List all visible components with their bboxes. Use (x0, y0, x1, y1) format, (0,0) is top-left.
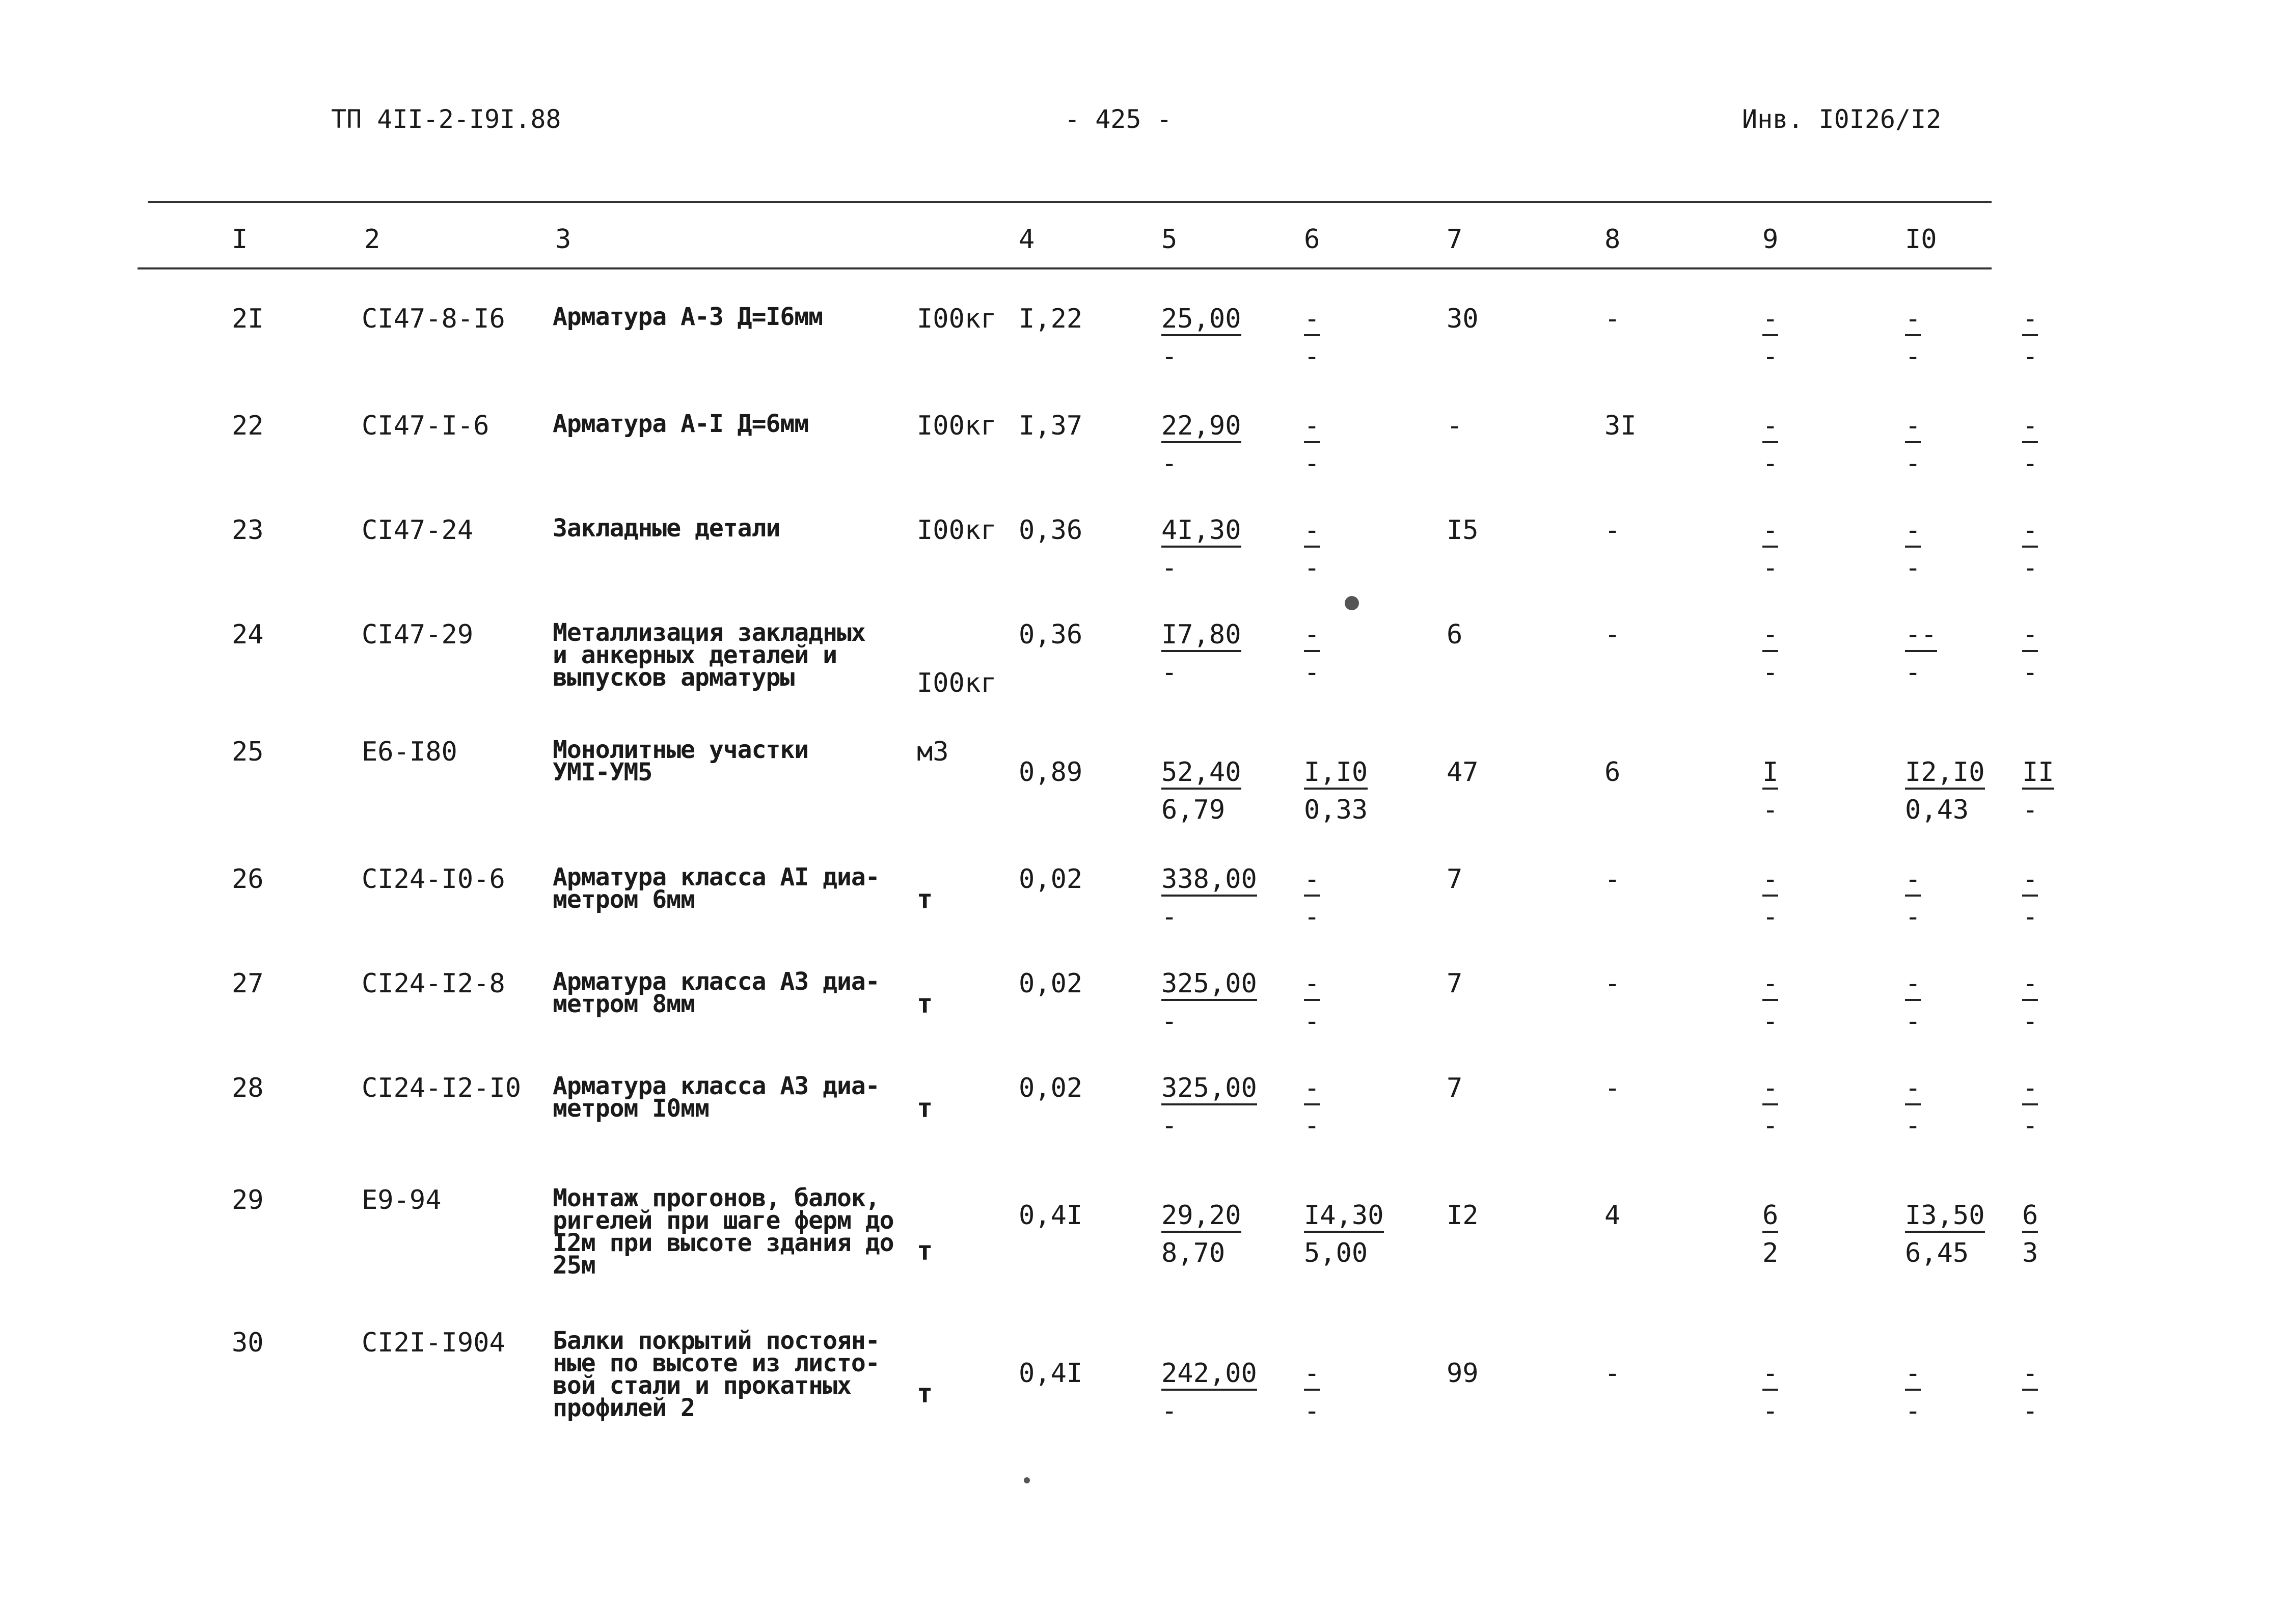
cost-col6-denominator: 5,00 (1304, 1238, 1368, 1268)
cost-col9-denominator: - (1762, 795, 1779, 825)
cost-col6-denominator: - (1304, 1111, 1320, 1141)
row-number: 22 (232, 411, 264, 441)
cost-col9-denominator: - (1762, 1396, 1779, 1426)
cost-col10 (1905, 1202, 1985, 1266)
quantity: 0,02 (1019, 1073, 1083, 1103)
cost-col6-denominator: - (1304, 902, 1320, 932)
norm-code: CI24-I0-6 (362, 864, 505, 895)
row-number: 23 (232, 515, 264, 546)
cost-col10-numerator: - (1905, 866, 1921, 897)
norm-code: CI24-I2-I0 (362, 1073, 522, 1103)
ink-dot (1024, 1477, 1030, 1483)
cost-col6-numerator: - (1304, 306, 1320, 336)
value-col8: - (1604, 968, 1621, 999)
cost-col9-numerator: - (1762, 1075, 1778, 1105)
quantity: I,22 (1019, 304, 1083, 334)
cost-col5 (1161, 1075, 1257, 1139)
cost-col9-numerator: - (1762, 1360, 1778, 1391)
cost-col6-numerator: - (1304, 866, 1320, 897)
cost-col6-denominator: - (1304, 1006, 1320, 1037)
cost-col11-denominator: - (2022, 795, 2038, 825)
cost-col5-denominator: - (1161, 1396, 1178, 1426)
cost-col10-denominator: - (1905, 1396, 1921, 1426)
value-col8: 4 (1604, 1200, 1621, 1231)
norm-code: CI47-24 (362, 515, 474, 546)
cost-col5-numerator: 325,00 (1161, 970, 1257, 1001)
cost-col6 (1304, 1075, 1320, 1139)
cost-col9-denominator: 2 (1762, 1238, 1779, 1268)
cost-col6-denominator: - (1304, 341, 1320, 372)
quantity: 0,4I (1019, 1358, 1083, 1389)
cost-col6-denominator: - (1304, 448, 1320, 479)
cost-col5-denominator: - (1161, 1006, 1178, 1037)
quantity: 0,4I (1019, 1200, 1083, 1231)
cost-col9-denominator: - (1762, 553, 1779, 583)
cost-col5 (1161, 517, 1241, 581)
row-number: 30 (232, 1328, 264, 1358)
table-header-rule (138, 267, 1992, 269)
cost-col11-denominator: - (2022, 1111, 2038, 1141)
cost-col9-denominator: - (1762, 341, 1779, 372)
cost-col5-numerator: 338,00 (1161, 866, 1257, 897)
cost-col9 (1762, 1202, 1778, 1266)
cost-col9 (1762, 517, 1778, 581)
cost-col5-denominator: - (1161, 1111, 1178, 1141)
cost-col9-denominator: - (1762, 902, 1779, 932)
value-col8: - (1604, 1073, 1621, 1103)
cost-col9-denominator: - (1762, 448, 1779, 479)
quantity: 0,36 (1019, 619, 1083, 650)
quantity: 0,02 (1019, 864, 1083, 895)
norm-code: CI47-8-I6 (362, 304, 505, 334)
unit-of-measure: т (917, 884, 933, 915)
cost-col6 (1304, 970, 1320, 1035)
work-description: Арматура класса AI диа- метром 6мм (553, 863, 880, 914)
cost-col5-numerator: 22,90 (1161, 413, 1241, 443)
cost-col10-numerator: - (1905, 517, 1921, 548)
cost-col5-numerator: 52,40 (1161, 759, 1241, 790)
value-col8: 6 (1604, 757, 1621, 788)
cost-col6-denominator: 0,33 (1304, 795, 1368, 825)
row-number: 28 (232, 1073, 264, 1103)
cost-col5 (1161, 1202, 1241, 1266)
work-description: Монолитные участки УМI-УМ5 (553, 736, 809, 787)
cost-col10-numerator: - (1905, 306, 1921, 336)
cost-col6 (1304, 306, 1320, 370)
page-number: - 425 - (1065, 104, 1172, 134)
value-col7: 30 (1447, 304, 1479, 334)
cost-col11 (2022, 621, 2038, 686)
value-col8: - (1604, 864, 1621, 895)
unit-of-measure: т (917, 1093, 933, 1124)
cost-col6-numerator: - (1304, 1360, 1320, 1391)
cost-col5-numerator: 29,20 (1161, 1202, 1241, 1233)
column-number-4: 4 (1019, 224, 1035, 255)
cost-col5-denominator: 8,70 (1161, 1238, 1226, 1268)
cost-col10 (1905, 1360, 1921, 1424)
cost-col5-denominator: - (1161, 448, 1178, 479)
cost-col10 (1905, 759, 1985, 823)
work-description: Балки покрытий постоян- ные по высоте из листо- вой стали и прокатных профилей 2 (553, 1327, 880, 1422)
unit-of-measure: т (917, 989, 933, 1019)
cost-col10-denominator: - (1905, 902, 1921, 932)
quantity: 0,36 (1019, 515, 1083, 546)
work-description: Монтаж прогонов, балок, ригелей при шаге ферм до I2м при высоте здания до 25м (553, 1184, 894, 1280)
cost-col10-numerator: - (1905, 413, 1921, 443)
cost-col10-denominator: - (1905, 1111, 1921, 1141)
quantity: 0,89 (1019, 757, 1083, 788)
cost-col10 (1905, 1075, 1921, 1139)
cost-col5-numerator: I7,80 (1161, 621, 1241, 652)
work-description: Закладные детали (553, 514, 780, 543)
cost-col10-denominator: - (1905, 553, 1921, 583)
column-number-3: 3 (555, 224, 572, 255)
cost-col11 (2022, 1202, 2038, 1266)
norm-code: CI47-29 (362, 619, 474, 650)
unit-of-measure: I00кг (917, 304, 997, 334)
cost-col9-denominator: - (1762, 657, 1779, 688)
cost-col10-numerator: - (1905, 970, 1921, 1001)
column-number-8: 8 (1604, 224, 1621, 255)
table-top-rule (148, 201, 1992, 203)
value-col7: 7 (1447, 864, 1463, 895)
cost-col11-numerator: - (2022, 1360, 2038, 1391)
value-col7: 99 (1447, 1358, 1479, 1389)
cost-col9 (1762, 413, 1778, 477)
cost-col10-denominator: - (1905, 448, 1921, 479)
quantity: I,37 (1019, 411, 1083, 441)
cost-col5 (1161, 1360, 1257, 1424)
cost-col6 (1304, 413, 1320, 477)
norm-code: CI24-I2-8 (362, 968, 505, 999)
norm-code: Е9-94 (362, 1185, 442, 1215)
norm-code: CI2I-I904 (362, 1328, 505, 1358)
document-code: ТП 4II-2-I9I.88 (331, 104, 561, 134)
column-number-6: 6 (1304, 224, 1320, 255)
unit-of-measure: м3 (917, 737, 949, 767)
row-number: 26 (232, 864, 264, 895)
work-description: Арматура класса A3 диа- метром 8мм (553, 967, 880, 1018)
cost-col6-numerator: I4,30 (1304, 1202, 1384, 1233)
cost-col6 (1304, 866, 1320, 930)
cost-col6-denominator: - (1304, 1396, 1320, 1426)
cost-col11-numerator: - (2022, 970, 2038, 1001)
value-col7: - (1447, 411, 1463, 441)
cost-col9-denominator: - (1762, 1006, 1779, 1037)
column-number-7: 7 (1447, 224, 1463, 255)
cost-col11 (2022, 970, 2038, 1035)
cost-col9-denominator: - (1762, 1111, 1779, 1141)
cost-col9 (1762, 1075, 1778, 1139)
column-number-2: 2 (364, 224, 380, 255)
cost-col11-numerator: - (2022, 517, 2038, 548)
work-description: Металлизация закладных и анкерных деталей и выпусков арматуры (553, 618, 865, 692)
cost-col6 (1304, 1202, 1384, 1266)
cost-col11-denominator: - (2022, 902, 2038, 932)
cost-col6 (1304, 621, 1320, 686)
unit-of-measure: I00кг (917, 668, 997, 698)
cost-col9-numerator: - (1762, 413, 1778, 443)
cost-col6-denominator: - (1304, 553, 1320, 583)
cost-col5-denominator: 6,79 (1161, 795, 1226, 825)
cost-col11 (2022, 866, 2038, 930)
cost-col5-numerator: 25,00 (1161, 306, 1241, 336)
row-number: 24 (232, 619, 264, 650)
row-number: 25 (232, 737, 264, 767)
cost-col11-numerator: - (2022, 306, 2038, 336)
cost-col9 (1762, 970, 1778, 1035)
value-col8: - (1604, 304, 1621, 334)
cost-col10 (1905, 517, 1921, 581)
cost-col5 (1161, 621, 1241, 686)
cost-col6-numerator: - (1304, 517, 1320, 548)
cost-col5-denominator: - (1161, 902, 1178, 932)
cost-col10-numerator: - (1905, 1075, 1921, 1105)
cost-col11-denominator: - (2022, 341, 2038, 372)
cost-col6-numerator: - (1304, 413, 1320, 443)
cost-col11 (2022, 306, 2038, 370)
norm-code: CI47-I-6 (362, 411, 489, 441)
inventory-number: Инв. I0I26/I2 (1742, 104, 1942, 134)
cost-col10-numerator: I2,I0 (1905, 759, 1985, 790)
value-col7: 7 (1447, 1073, 1463, 1103)
work-description: Арматура А-I Д=6мм (553, 410, 809, 438)
cost-col6-numerator: - (1304, 621, 1320, 652)
unit-of-measure: т (917, 1378, 933, 1409)
cost-col5-numerator: 325,00 (1161, 1075, 1257, 1105)
value-col8: 3I (1604, 411, 1637, 441)
row-number: 29 (232, 1185, 264, 1215)
cost-col11 (2022, 1075, 2038, 1139)
cost-col9 (1762, 306, 1778, 370)
value-col7: I2 (1447, 1200, 1479, 1231)
column-number-5: 5 (1161, 224, 1178, 255)
cost-col10 (1905, 970, 1921, 1035)
cost-col11-numerator: II (2022, 759, 2054, 790)
cost-col11-denominator: 3 (2022, 1238, 2038, 1268)
cost-col6-numerator: - (1304, 1075, 1320, 1105)
cost-col10-denominator: - (1905, 1006, 1921, 1037)
cost-col10-denominator: - (1905, 657, 1921, 688)
cost-col5-numerator: 4I,30 (1161, 517, 1241, 548)
cost-col9-numerator: - (1762, 970, 1778, 1001)
cost-col5 (1161, 970, 1257, 1035)
cost-col5-numerator: 242,00 (1161, 1360, 1257, 1391)
cost-col9-numerator: 6 (1762, 1202, 1778, 1233)
column-number-1: I (232, 224, 248, 255)
cost-col9 (1762, 621, 1778, 686)
value-col7: 6 (1447, 619, 1463, 650)
cost-col6-numerator: - (1304, 970, 1320, 1001)
cost-col11-denominator: - (2022, 657, 2038, 688)
ink-blot (1345, 596, 1359, 610)
cost-col10 (1905, 621, 1937, 686)
column-number-10: I0 (1905, 224, 1937, 255)
cost-col11-numerator: - (2022, 413, 2038, 443)
cost-col6 (1304, 517, 1320, 581)
cost-col11-denominator: - (2022, 1396, 2038, 1426)
cost-col11-numerator: - (2022, 866, 2038, 897)
cost-col10-denominator: 6,45 (1905, 1238, 1969, 1268)
unit-of-measure: I00кг (917, 515, 997, 546)
cost-col10-numerator: -- (1905, 621, 1937, 652)
cost-col11-denominator: - (2022, 553, 2038, 583)
cost-col10-denominator: - (1905, 341, 1921, 372)
value-col7: 47 (1447, 757, 1479, 788)
value-col7: 7 (1447, 968, 1463, 999)
cost-col9-numerator: - (1762, 866, 1778, 897)
value-col7: I5 (1447, 515, 1479, 546)
cost-col10 (1905, 306, 1921, 370)
value-col8: - (1604, 515, 1621, 546)
cost-col6 (1304, 1360, 1320, 1424)
column-number-9: 9 (1762, 224, 1779, 255)
unit-of-measure: т (917, 1236, 933, 1266)
cost-col5 (1161, 759, 1241, 823)
cost-col10-numerator: - (1905, 1360, 1921, 1391)
cost-col11-numerator: 6 (2022, 1202, 2038, 1233)
cost-col5-denominator: - (1161, 553, 1178, 583)
cost-col5-denominator: - (1161, 657, 1178, 688)
norm-code: Е6-I80 (362, 737, 457, 767)
cost-col11-numerator: - (2022, 1075, 2038, 1105)
cost-col11 (2022, 517, 2038, 581)
work-description: Арматура класса A3 диа- метром I0мм (553, 1072, 880, 1123)
cost-col9 (1762, 1360, 1778, 1424)
cost-col11-denominator: - (2022, 448, 2038, 479)
cost-col9-numerator: I (1762, 759, 1778, 790)
cost-col11-numerator: - (2022, 621, 2038, 652)
quantity: 0,02 (1019, 968, 1083, 999)
cost-col5 (1161, 306, 1241, 370)
cost-col9 (1762, 866, 1778, 930)
cost-col11 (2022, 413, 2038, 477)
unit-of-measure: I00кг (917, 411, 997, 441)
cost-col9-numerator: - (1762, 306, 1778, 336)
cost-col11-denominator: - (2022, 1006, 2038, 1037)
cost-col9-numerator: - (1762, 517, 1778, 548)
cost-col6 (1304, 759, 1368, 823)
value-col8: - (1604, 1358, 1621, 1389)
cost-col6-denominator: - (1304, 657, 1320, 688)
cost-col6-numerator: I,I0 (1304, 759, 1368, 790)
cost-col11 (2022, 1360, 2038, 1424)
cost-col5-denominator: - (1161, 341, 1178, 372)
value-col8: - (1604, 619, 1621, 650)
row-number: 27 (232, 968, 264, 999)
cost-col5 (1161, 413, 1241, 477)
cost-col10-numerator: I3,50 (1905, 1202, 1985, 1233)
cost-col10 (1905, 866, 1921, 930)
cost-col10 (1905, 413, 1921, 477)
cost-col10-denominator: 0,43 (1905, 795, 1969, 825)
work-description: Арматура А-3 Д=I6мм (553, 303, 823, 331)
cost-col5 (1161, 866, 1257, 930)
row-number: 2I (232, 304, 264, 334)
cost-col9-numerator: - (1762, 621, 1778, 652)
cost-col9 (1762, 759, 1778, 823)
cost-col11 (2022, 759, 2054, 823)
